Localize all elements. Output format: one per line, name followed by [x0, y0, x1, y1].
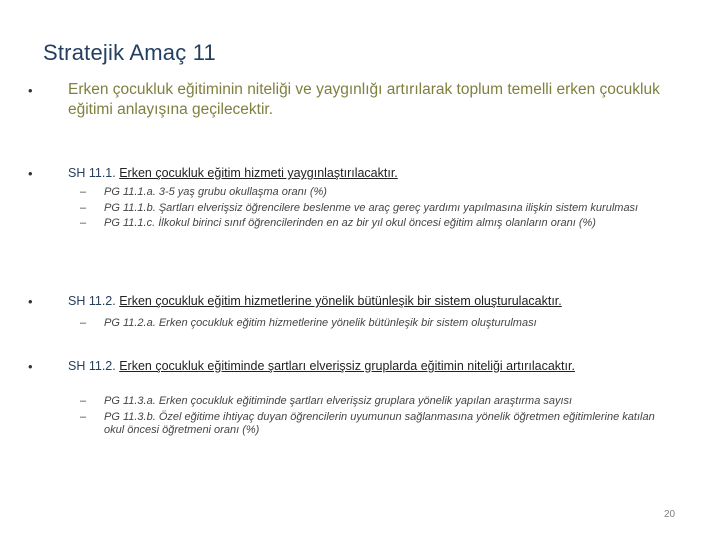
indicator-item	[28, 411, 674, 438]
indicator-text: PG 11.1.b. Şartları elverişsiz öğrencilere beslenme ve araç gereç yardımı yapılmasına ilişkin sistem kurulması	[104, 201, 639, 214]
objective-code: SH 11.1.	[68, 166, 116, 180]
objective-heading	[68, 359, 708, 373]
slide-title: Stratejik Amaç 11	[43, 40, 216, 65]
bullet-icon: •	[28, 166, 33, 181]
dash-icon: –	[80, 201, 87, 214]
objective-2-indicators	[28, 317, 668, 333]
indicator-text: PG 11.3.a. Erken çocukluk eğitiminde şartları elverişsiz gruplara yönelik yapılan araştırma sayısı	[104, 395, 573, 407]
indicator-item	[28, 395, 674, 409]
dash-icon: –	[80, 395, 87, 407]
indicator-text: PG 11.1.a. 3-5 yaş grubu okullaşma oranı (%)	[104, 186, 327, 198]
bullet-icon: •	[28, 294, 33, 309]
objective-code: SH 11.2.	[68, 359, 116, 373]
goal-text: Erken çocukluk eğitiminin niteliği ve yaygınlığı artırılarak toplum temelli erken çocukluk eğitimi anlayışına geçilecektir.	[68, 81, 660, 118]
dash-icon: –	[80, 410, 87, 423]
indicator-text: PG 11.1.c. İlkokul birinci sınıf öğrencilerinden en az bir yıl okul öncesi eğitim almış olanların oranı (%)	[104, 217, 596, 229]
indicator-item	[28, 217, 674, 231]
indicator-item	[28, 186, 668, 200]
indicator-item	[28, 317, 668, 331]
bullet-icon: •	[28, 359, 33, 374]
objective-1-indicators	[28, 186, 668, 233]
objective-heading	[68, 294, 708, 308]
objective-title: Erken çocukluk eğitim hizmeti yaygınlaştırılacaktır.	[119, 166, 398, 180]
objective-heading	[68, 166, 708, 180]
objective-code: SH 11.2.	[68, 294, 116, 308]
objective-3-indicators	[28, 395, 668, 440]
indicator-text: PG 11.3.b. Özel eğitime ihtiyaç duyan öğrencilerin uyumunun sağlanmasına yönelik öğretmen eğitimlerine katılan okul öncesi öğretmeni oranı (%)	[104, 410, 655, 436]
indicator-item	[28, 202, 674, 216]
page-number: 20	[664, 509, 676, 520]
objective-title: Erken çocukluk eğitiminde şartları elverişsiz gruplarda eğitimin niteliği artırılacaktır.	[119, 359, 575, 373]
dash-icon: –	[80, 317, 87, 329]
indicator-text: PG 11.2.a. Erken çocukluk eğitim hizmetlerine yönelik bütünleşik bir sistem oluşturulması	[104, 317, 537, 329]
bullet-icon: •	[28, 83, 33, 98]
dash-icon: –	[80, 217, 87, 229]
dash-icon: –	[80, 186, 87, 198]
objective-title: Erken çocukluk eğitim hizmetlerine yönelik bütünleşik bir sistem oluşturulacaktır.	[119, 294, 562, 308]
